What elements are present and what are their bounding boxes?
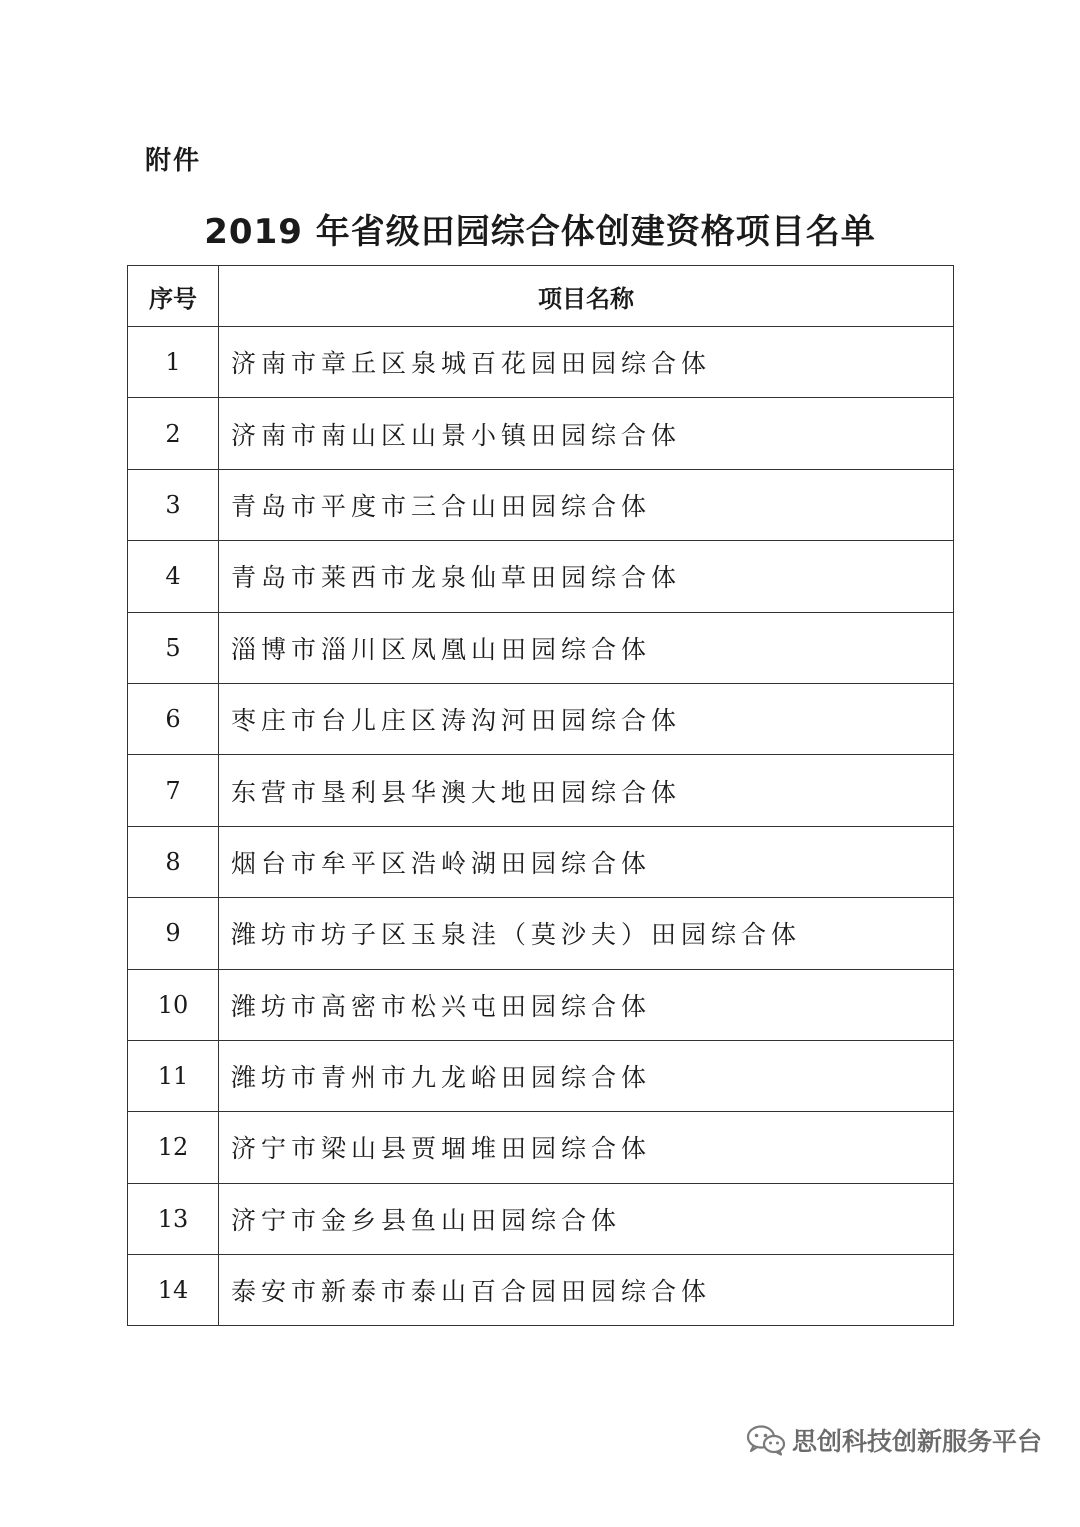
watermark xyxy=(746,1422,1042,1458)
table-row xyxy=(128,898,954,969)
serial-number-cell: 8 xyxy=(128,826,219,897)
header-serial-number: 序号 xyxy=(128,266,219,327)
table-header-row xyxy=(128,266,954,327)
project-name-cell: 济宁市金乡县鱼山田园综合体 xyxy=(219,1183,954,1254)
table-row xyxy=(128,755,954,826)
serial-number-cell: 11 xyxy=(128,1040,219,1111)
wechat-icon xyxy=(746,1424,786,1456)
table-row xyxy=(128,683,954,754)
project-name-cell: 济南市章丘区泉城百花园田园综合体 xyxy=(219,327,954,398)
table-row xyxy=(128,612,954,683)
table-row xyxy=(128,1112,954,1183)
serial-number-cell: 4 xyxy=(128,541,219,612)
project-name-cell: 潍坊市高密市松兴屯田园综合体 xyxy=(219,969,954,1040)
table-row xyxy=(128,1040,954,1111)
project-name-cell: 潍坊市坊子区玉泉洼（莫沙夫）田园综合体 xyxy=(219,898,954,969)
document-title: 2019 年省级田园综合体创建资格项目名单 xyxy=(204,212,876,252)
project-name-cell: 淄博市淄川区凤凰山田园综合体 xyxy=(219,612,954,683)
project-name-cell: 青岛市平度市三合山田园综合体 xyxy=(219,469,954,540)
table-row xyxy=(128,826,954,897)
serial-number-cell: 1 xyxy=(128,327,219,398)
serial-number-cell: 7 xyxy=(128,755,219,826)
header-project-name: 项目名称 xyxy=(219,266,954,327)
serial-number-cell: 5 xyxy=(128,612,219,683)
project-name-cell: 东营市垦利县华澳大地田园综合体 xyxy=(219,755,954,826)
table-row xyxy=(128,1183,954,1254)
table-row xyxy=(128,1255,954,1326)
attachment-label: 附件 xyxy=(145,146,202,176)
serial-number-cell: 10 xyxy=(128,969,219,1040)
table-row xyxy=(128,398,954,469)
table-row xyxy=(128,469,954,540)
project-name-cell: 泰安市新泰市泰山百合园田园综合体 xyxy=(219,1255,954,1326)
project-name-cell: 济宁市梁山县贾堌堆田园综合体 xyxy=(219,1112,954,1183)
serial-number-cell: 6 xyxy=(128,683,219,754)
serial-number-cell: 3 xyxy=(128,469,219,540)
serial-number-cell: 13 xyxy=(128,1183,219,1254)
serial-number-cell: 9 xyxy=(128,898,219,969)
watermark-text: 思创科技创新服务平台 xyxy=(791,1427,1042,1456)
serial-number-cell: 14 xyxy=(128,1255,219,1326)
project-name-cell: 烟台市牟平区浩岭湖田园综合体 xyxy=(219,826,954,897)
project-table xyxy=(127,265,954,1326)
serial-number-cell: 2 xyxy=(128,398,219,469)
project-name-cell: 潍坊市青州市九龙峪田园综合体 xyxy=(219,1040,954,1111)
serial-number-cell: 12 xyxy=(128,1112,219,1183)
table-row xyxy=(128,327,954,398)
project-name-cell: 青岛市莱西市龙泉仙草田园综合体 xyxy=(219,541,954,612)
project-name-cell: 济南市南山区山景小镇田园综合体 xyxy=(219,398,954,469)
project-name-cell: 枣庄市台儿庄区涛沟河田园综合体 xyxy=(219,683,954,754)
table-row xyxy=(128,541,954,612)
table-row xyxy=(128,969,954,1040)
